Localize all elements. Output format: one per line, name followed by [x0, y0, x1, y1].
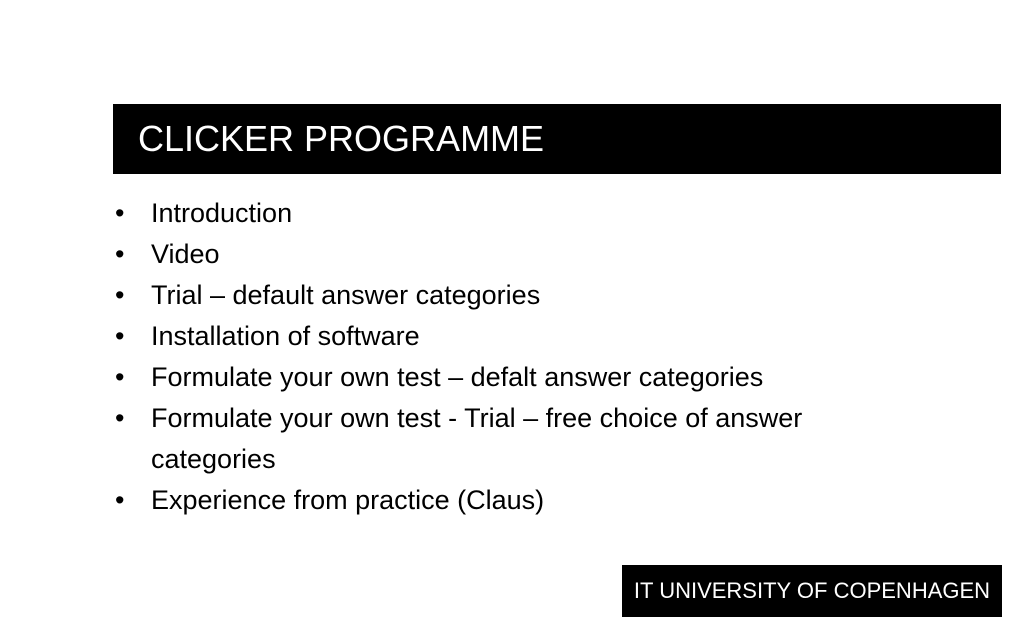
- bullet-icon: •: [115, 362, 125, 392]
- slide-title: CLICKER PROGRAMME: [138, 118, 545, 159]
- list-item: [113, 398, 893, 480]
- bullet-icon: •: [115, 280, 125, 310]
- list-item: [113, 357, 893, 398]
- list-item: [113, 480, 893, 521]
- list-item: [113, 275, 893, 316]
- footer-badge: [622, 565, 1002, 617]
- bullet-icon: •: [115, 403, 125, 433]
- list-item: [113, 316, 893, 357]
- list-item-text: Video: [151, 239, 220, 269]
- bullet-icon: •: [115, 321, 125, 351]
- list-item: [113, 234, 893, 275]
- list-item-text: Trial – default answer categories: [151, 280, 541, 310]
- list-item-text: Formulate your own test – defalt answer categories: [151, 362, 764, 392]
- bullet-icon: •: [115, 198, 125, 228]
- list-item-text: Formulate your own test - Trial – free choice of answer categories: [151, 403, 803, 474]
- list-item: [113, 193, 893, 234]
- title-bar: [113, 104, 1001, 174]
- bullet-icon: •: [115, 485, 125, 515]
- bullet-icon: •: [115, 239, 125, 269]
- list-item-text: Experience from practice (Claus): [151, 485, 545, 515]
- list-item-text: Introduction: [151, 198, 293, 228]
- footer-label: IT UNIVERSITY OF COPENHAGEN: [633, 578, 991, 603]
- bullet-list: [113, 193, 893, 521]
- list-item-text: Installation of software: [151, 321, 420, 351]
